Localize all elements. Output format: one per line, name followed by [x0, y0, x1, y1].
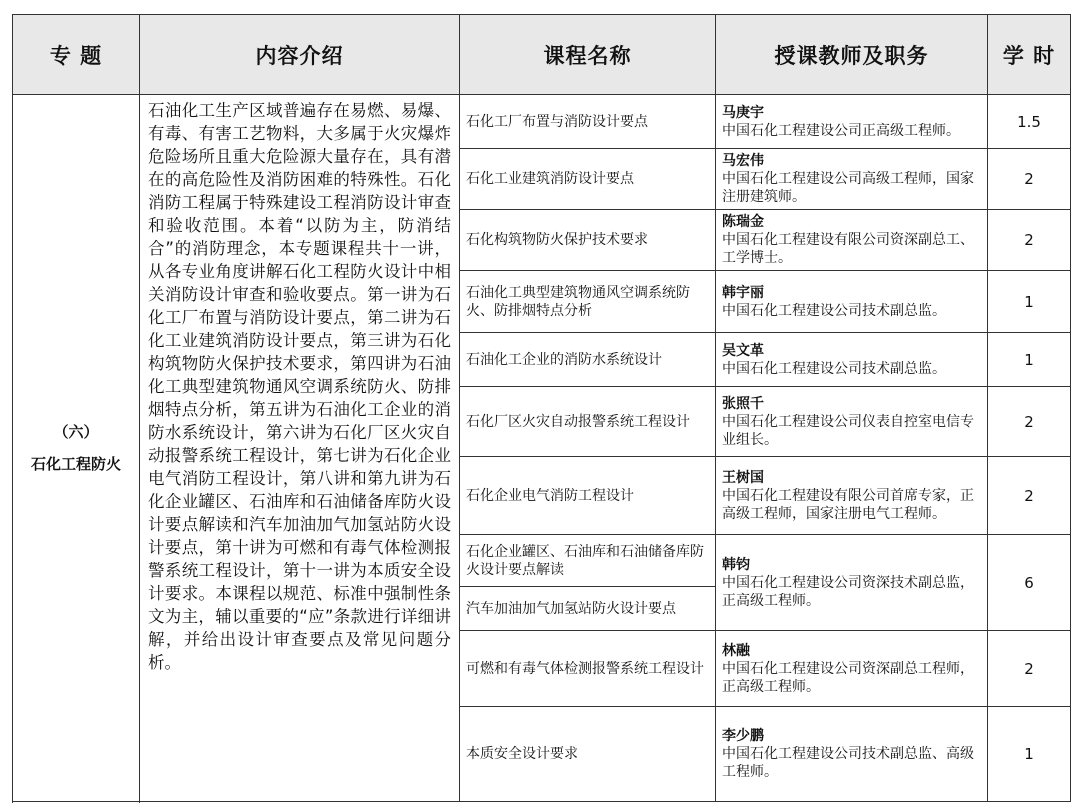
- header-course-name: 课程名称: [460, 15, 716, 95]
- course-name: 石油化工企业的消防水系统设计: [460, 333, 716, 387]
- teacher-name: 韩钧: [722, 556, 750, 573]
- teacher-cell: [716, 95, 988, 149]
- hours-cell: 1: [988, 333, 1071, 387]
- header-description: 内容介绍: [140, 15, 460, 95]
- course-name: 石化企业电气消防工程设计: [460, 457, 716, 535]
- hours-cell: 1: [988, 271, 1071, 333]
- teacher-cell: [716, 387, 988, 457]
- course-name: 本质安全设计要求: [460, 707, 716, 802]
- course-name: 石化企业罐区、石油库和石油储备库防火设计要点解读: [460, 535, 716, 587]
- table-row: [13, 95, 1071, 149]
- hours-cell: 1.5: [988, 95, 1071, 149]
- teacher-title: 中国石化工程建设公司仪表自控室电信专业组长。: [722, 413, 974, 448]
- teacher-title: 中国石化工程建设公司技术副总监。: [722, 302, 946, 319]
- hours-cell: 2: [988, 210, 1071, 271]
- teacher-name: 马庚宇: [722, 104, 764, 121]
- course-name: 石化厂区火灾自动报警系统工程设计: [460, 387, 716, 457]
- course-name: 石油化工典型建筑物通风空调系统防火、防排烟特点分析: [460, 271, 716, 333]
- teacher-name: 李少鹏: [722, 728, 764, 744]
- topic-name: 石化工程防火: [30, 455, 121, 473]
- hours-cell: 6: [988, 535, 1071, 631]
- teacher-title: 中国石化工程建设公司资深技术副总监，正高级工程师。: [722, 574, 974, 609]
- header-row: [13, 15, 1071, 95]
- teacher-cell: [716, 631, 988, 707]
- hours-cell: 2: [988, 387, 1071, 457]
- teacher-cell: [716, 707, 988, 802]
- teacher-title: 中国石化工程建设公司正高级工程师。: [722, 122, 960, 139]
- topic-number: （六）: [53, 423, 99, 441]
- course-name: 可燃和有毒气体检测报警系统工程设计: [460, 631, 716, 707]
- course-name: 石化工业建筑消防设计要点: [460, 149, 716, 210]
- teacher-name: 韩宇丽: [722, 284, 764, 301]
- teacher-title: 中国石化工程建设公司资深副总工程师，正高级工程师。: [722, 660, 974, 695]
- teacher-name: 林融: [722, 642, 750, 659]
- teacher-name: 王树国: [722, 469, 764, 486]
- teacher-cell: [716, 149, 988, 210]
- teacher-title: 中国石化工程建设有限公司首席专家，正高级工程师，国家注册电气工程师。: [722, 487, 974, 522]
- teacher-title: 中国石化工程建设有限公司资深副总工、工学博士。: [722, 232, 974, 266]
- teacher-name: 陈瑞金: [722, 214, 764, 230]
- teacher-title: 中国石化工程建设公司技术副总监。: [722, 360, 946, 377]
- hours-cell: 2: [988, 149, 1071, 210]
- course-table: [12, 14, 1071, 802]
- teacher-cell: [716, 535, 988, 631]
- teacher-cell: [716, 457, 988, 535]
- header-teacher: 授课教师及职务: [716, 15, 988, 95]
- hours-cell: 2: [988, 457, 1071, 535]
- teacher-name: 马宏伟: [722, 153, 764, 169]
- teacher-name: 张照千: [722, 395, 764, 412]
- course-name: 汽车加油加气加氢站防火设计要点: [460, 587, 716, 631]
- teacher-cell: [716, 210, 988, 271]
- teacher-title: 中国石化工程建设公司高级工程师，国家注册建筑师。: [722, 171, 974, 205]
- description-cell: 石油化工生产区域普遍存在易燃、易爆、有毒、有害工艺物料，大多属于火灾爆炸危险场所且重大危险源大量存在，具有潜在的高危险性及消防困难的特殊性。石化消防工程属于特殊建设工程消防设计审查和验收范围。本着“以防为主，防消结合”的消防理念，本专题课程共十一讲，从各专业角度讲解石化工程防火设计中相关消防设计审查和验收要点。第一讲为石化工厂布置与消防设计要点，第二讲为石化工业建筑消防设计要点，第三讲为石化构筑物防火保护技术要求，第四讲为石油化工典型建筑物通风空调系统防火、防排烟特点分析，第五讲为石油化工企业的消防水系统设计，第六讲为石化厂区火灾自动报警系统工程设计，第七讲为石化企业电气消防工程设计，第八讲和第九讲为石化企业罐区、石油库和石油储备库防火设计要点解读和汽车加油加气加氢站防火设计要点，第十讲为可燃和有毒气体检测报警系统工程设计，第十一讲为本质安全设计要求。本课程以规范、标准中强制性条文为主，辅以重要的“应”条款进行详细讲解，并给出设计审查要点及常见问题分析。: [140, 95, 460, 802]
- teacher-cell: [716, 271, 988, 333]
- hours-cell: 2: [988, 631, 1071, 707]
- teacher-cell: [716, 333, 988, 387]
- teacher-name: 吴文革: [722, 342, 764, 359]
- header-hours: 学 时: [988, 15, 1071, 95]
- teacher-title: 中国石化工程建设公司技术副总监、高级工程师。: [722, 746, 974, 780]
- course-name: 石化工厂布置与消防设计要点: [460, 95, 716, 149]
- topic-cell: [13, 95, 140, 802]
- header-topic: 专 题: [13, 15, 140, 95]
- hours-cell: 1: [988, 707, 1071, 802]
- course-name: 石化构筑物防火保护技术要求: [460, 210, 716, 271]
